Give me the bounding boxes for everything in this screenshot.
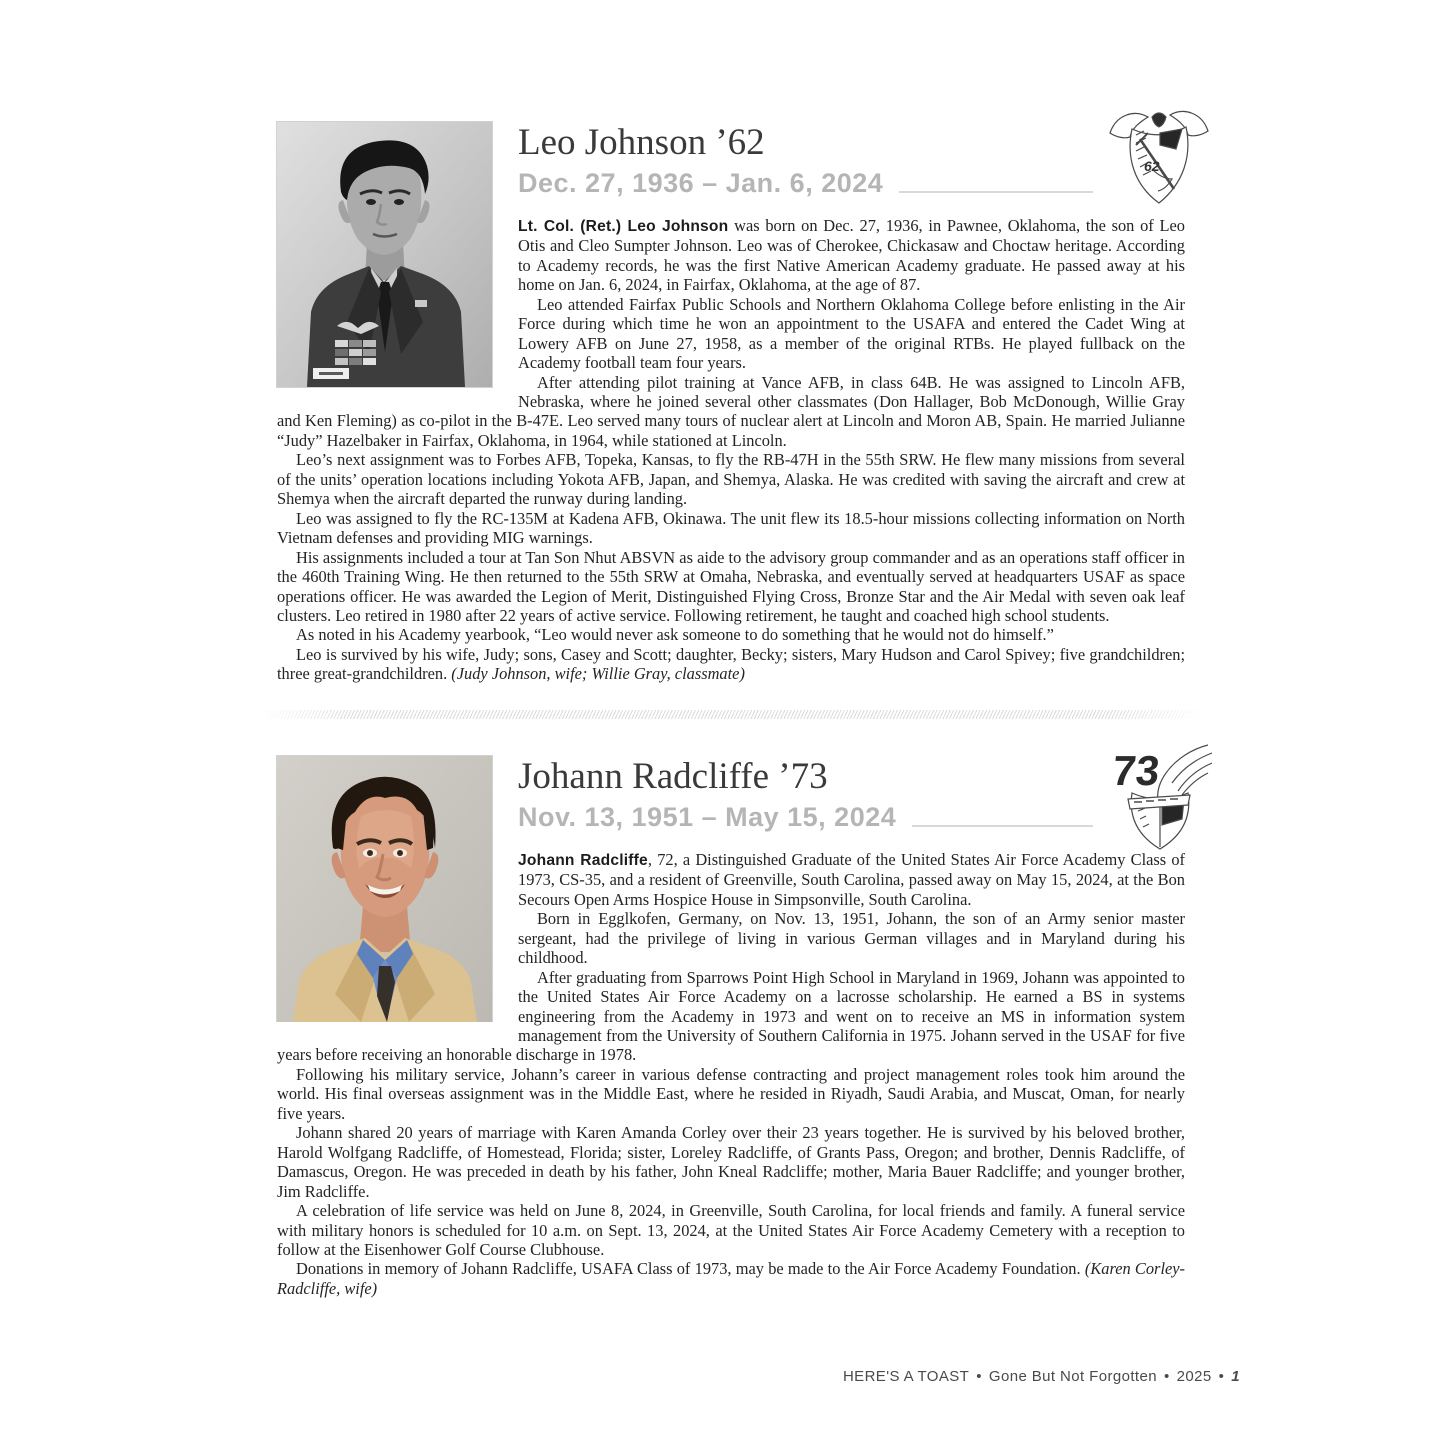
portrait-color-illustration [277, 756, 492, 1022]
obituary-dates [518, 803, 1185, 833]
obituary-johann-radcliffe [277, 747, 1185, 1298]
footer-separator: • [1218, 1368, 1225, 1385]
obituary-paragraph: As noted in his Academy yearbook, “Leo would never ask someone to do something that he would not do himself.” [296, 625, 1054, 645]
footer-separator: • [976, 1368, 982, 1385]
date-range: Dec. 27, 1936 – Jan. 6, 2024 [518, 168, 884, 199]
obituary-paragraph: After attending pilot training at Vance AFB, in class 64B. He was assigned to Lincoln AFB, Nebraska, where he joined several other classmates (Don Hallager, Bob McDonough, Willie Gray and Ken Fleming) as co-pilot in the B-47E. Leo served many tours of nuclear alert at Lincoln and Moron AB, Spain. He married Julianne “Judy” Hazelbaker in Fairfax, Oklahoma, in 1964, while stationed at Lincoln. [277, 372, 1185, 450]
svg-text:62: 62 [1144, 158, 1160, 174]
class-of-1973-crest-icon [1100, 739, 1218, 851]
class-of-1962-crest-icon [1100, 105, 1218, 217]
footer-section: Gone But Not Forgotten [988, 1368, 1157, 1385]
deceased-name-bold: Lt. Col. (Ret.) Leo Johnson [518, 217, 729, 235]
svg-text:73: 73 [1110, 747, 1162, 794]
obituary-paragraph: His assignments included a tour at Tan Son Nhut ABSVN as aide to the advisory group commander and as an operations staff officer in the 460th Training Wing. He then returned to the 55th SRW at Omaha, Nebraska, and eventually served at headquarters USAF as space operations officer. He was awarded the Legion of Merit, Distinguished Flying Cross, Bronze Star and the Air Medal with seven oak leaf clusters. Leo retired in 1980 after 22 years of active service. Following retirement, he taught and coached high school students. [277, 547, 1185, 625]
closing-text: Leo is survived by his wife, Judy; sons, Casey and Scott; daughter, Becky; sisters, Mary Hudson and Carol Spivey; five grandchildren; three great-grandchildren. [277, 644, 1185, 684]
obituary-paragraph: Leo attended Fairfax Public Schools and Northern Oklahoma College before enlisting in the Air Force during which time he won an appointment to the USAFA and entered the Cadet Wing at Lowery AFB on June 27, 1958, as a member of the original RTBs. He played fullback on the Academy football team four years. [518, 294, 1185, 373]
closing-text: Donations in memory of Johann Radcliffe, USAFA Class of 1973, may be made to the Air Force Academy Foundation. [296, 1259, 1085, 1279]
obituary-paragraph: Johann shared 20 years of marriage with Karen Amanda Corley over their 23 years together. He is survived by his beloved brother, Harold Wolfgang Radcliffe, of Homestead, Florida; sister, Loreley Radcliffe, of Grants Pass, Oregon; and brother, Dennis Radcliffe, of Damascus, Oregon. He was preceded in death by his father, John Kneal Radcliffe; mother, Maria Bauer Radcliffe; and younger brother, Jim Radcliffe. [277, 1123, 1185, 1201]
footer-publication: HERE'S A TOAST [842, 1368, 970, 1385]
date-range: Nov. 13, 1951 – May 15, 2024 [518, 802, 897, 833]
page-footer [843, 1368, 1240, 1385]
obituary-paragraph: After graduating from Sparrows Point High School in Maryland in 1969, Johann was appointed to the United States Air Force Academy on a lacrosse scholarship. He earned a BS in systems engineering from the Academy in 1973 and went on to receive an MS in information system management from the University of Southern California in 1975. Johann served in the USAF for five years before receiving an honorable discharge in 1978. [277, 967, 1185, 1065]
date-rule-line [899, 191, 1093, 193]
obituary-paragraph: Leo was assigned to fly the RC-135M at Kadena AFB, Okinawa. The unit flew its 18.5-hour missions collecting information on North Vietnam defenses and providing MIG warnings. [277, 508, 1185, 548]
johann-radcliffe-portrait-photo [277, 756, 492, 1021]
submitter-credit: (Judy Johnson, wife; Willie Gray, classmate) [451, 664, 745, 684]
leo-johnson-portrait-photo [277, 122, 492, 387]
obituary-title: Johann Radcliffe ’73 [518, 756, 828, 797]
obituary-title: Leo Johnson ’62 [518, 122, 765, 163]
section-divider [258, 710, 1205, 719]
obituary-paragraph: A celebration of life service was held on June 8, 2024, in Greenville, South Carolina, for local friends and family. A funeral service with military honors is scheduled for 10 a.m. on Sept. 13, 2024, at the United States Air Force Academy Cemetery with a reception to follow at the Eisenhower Golf Course Clubhouse. [277, 1201, 1185, 1259]
intro-text: , 72, a Distinguished Graduate of the United States Air Force Academy Class of 1973, CS-35, and a resident of Greenville, South Carolina, passed away on May 15, 2024, at the Bon Secours Open Arms Hospice House in Simpsonville, South Carolina. [518, 849, 1185, 909]
footer-year: 2025 [1176, 1368, 1212, 1385]
obituary-paragraph: Following his military service, Johann’s career in various defense contracting and project management roles took him around the world. His final overseas assignment was in the Middle East, where he resided in Riyadh, Saudi Arabia, and Muscat, Oman, for nearly five years. [277, 1064, 1185, 1123]
deceased-name-bold: Johann Radcliffe [518, 851, 648, 869]
intro-text: was born on Dec. 27, 1936, in Pawnee, Oklahoma, the son of Leo Otis and Cleo Sumpter Johnson. Leo was of Cherokee, Chickasaw and Choctaw heritage. According to Academy records, he was the first Native American Academy graduate. He passed away at his home on Jan. 6, 2024, in Fairfax, Oklahoma, at the age of 87. [518, 215, 1185, 295]
footer-separator: • [1163, 1368, 1170, 1385]
portrait-bw-illustration [277, 122, 492, 387]
submitter-credit: (Karen Corley-Radcliffe, wife) [277, 1259, 1185, 1298]
obituary-closing-paragraph [277, 1259, 1185, 1298]
obituary-dates [518, 169, 1185, 199]
obituary-paragraph: Born in Egglkofen, Germany, on Nov. 13, 1951, Johann, the son of an Army senior master sergeant, had the privilege of living in various German villages and in Maryland during his childhood. [518, 909, 1185, 968]
footer-page-number: 1 [1231, 1368, 1240, 1385]
date-rule-line [912, 825, 1093, 827]
obituary-leo-johnson [277, 122, 1185, 684]
obituary-paragraph: Leo’s next assignment was to Forbes AFB, Topeka, Kansas, to fly the RB-47H in the 55th SRW. He flew many missions from several of the units’ operation locations including Yokota AFB, Japan, and Shemya, Alaska. He was credited with saving the aircraft and crew at Shemya when the aircraft departed the runway during landing. [277, 450, 1185, 509]
obituary-closing-paragraph [277, 645, 1185, 684]
